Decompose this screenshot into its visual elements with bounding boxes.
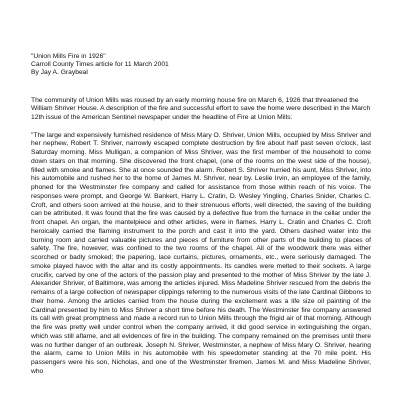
article-source: Carroll County Times article for 11 March 2001 [31, 61, 169, 69]
intro-paragraph: The community of Union Mills was roused by an early morning house fire on March 6, 1926 that threatened the William Shriver House. A description of the fire and successful effort to save the home were described in the March 12th issue of the American Sentinel newspaper under the headline of Fire at Union Mills: [31, 96, 371, 122]
quoted-paragraph: "The large and expensively furnished residence of Miss Mary O. Shriver, Union Mills, occupied by Miss Shriver and her nephew, Robert T. Shriver, narrowly escaped complete destruction by fire about half past seven o'clock, last Saturday morning. Miss Mulligan, a companion of Miss Shriver, was the first member of the household to come down stairs on that morning. She discovered the front chapel, (one of the rooms on the west side of the house), filled with smoke and flames. She at once sounded the alarm. Robert S. Shriver hurried his aunt, Miss Shriver, into his automobile and rushed her to the home of James M. Shriver, near by. Leslie Irvin, an employee of the family, phoned for the Westminster fire company and called for assistance from those within reach of his voice. The responses were prompt, and George W. Bankert, Harry L. Cratin, D. Wesley Yingling, Charles Snider, Charles C. Croft, and others soon arrived at the house, and to their strenuous efforts, well directed, the saving of the building can be attributed. It was found that the fire was caused by a defective flue from the furnace in the cellar under the front chapel. An organ, the mantelpiece and other articles, were in flames. Harry L. Cratin and Charles C. Croft heroically carried the flaming instrument to the porch and cast it into the yard. Others dashed water into the burning room and carried valuable pictures and pieces of furniture from other parts of the building to places of safety. The fire, however, was confined to the two rooms of the chapel. All of the woodwork there was either scorched or badly smoked; the papering, lace curtains, pictures, ornaments, etc., were seriously damaged. The smoke played havoc with the altar and its costly appointments. Its candles were melted to their sockets. A large crucifix, carved by one of the actors of the passion play and presented to the mother of Miss Shriver by the late J. Alexander Shriver, of Baltimore, was among the articles injured. Miss Madeline Shriver rescued from the debris the remains of a large collection of newspaper clippings referring to the numerous visits of the late Cardinal Gibbons to their home. Among the articles carried from the house during the excitement was a life size oil painting of the Cardinal presented by him to Miss Shriver a short time before his death. The Westminster fire company answered its call with great promptness and made a record run to Union Mills through the frigid air of that morning. Although the fire was pretty well under control when the company arrived, it did good service in extinguishing the organ, which was still aflame, and all evidences of fire in the building. The company remained on the premises until there was no further danger of an outbreak. Joseph N. Shriver, Westminster, a nephew of Miss Mary O. Shriver, hearing the alarm, came to Union Mills in his automobile with his speedometer standing at the 70 mile point. His passengers were his son, Nicholas, and one of the Westminster firemen. James M. and Miss Madeline Shriver, who [31, 131, 371, 375]
article-body [31, 53, 371, 377]
article-title: "Union Mills Fire in 1926" [31, 53, 106, 60]
article-byline: By Jay A. Graybeal [31, 69, 88, 77]
